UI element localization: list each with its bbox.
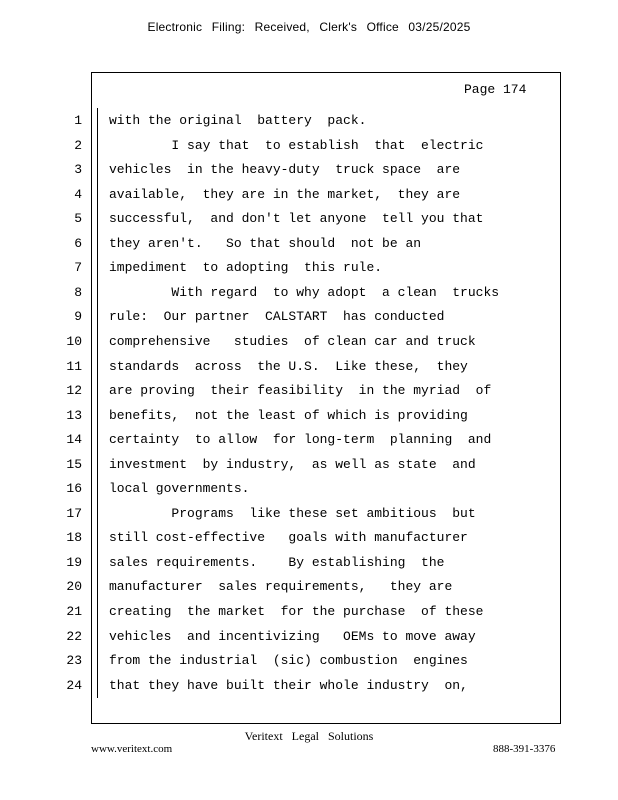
transcript-line-text: manufacturer sales requirements, they are (109, 579, 453, 595)
transcript-line-text: successful, and don't let anyone tell you that (109, 211, 484, 227)
transcript-line-text: Programs like these set ambitious but (109, 505, 476, 521)
line-number: 9 (74, 309, 82, 325)
line-number: 7 (74, 260, 82, 276)
line-number: 1 (74, 113, 82, 128)
line-number: 18 (66, 530, 82, 546)
line-number: 16 (66, 481, 82, 497)
transcript-line-text: with the original battery pack. (109, 113, 367, 128)
transcript-line-text: benefits, not the least of which is providing (109, 407, 468, 423)
transcript-line-text: vehicles and incentivizing OEMs to move away (109, 628, 476, 644)
transcript-line-text: from the industrial (sic) combustion engines (109, 653, 468, 669)
transcript-line-text: rule: Our partner CALSTART has conducted (109, 309, 445, 325)
transcript-line-text: impediment to adopting this rule. (109, 260, 383, 276)
transcript-line-text: comprehensive studies of clean car and truck (109, 333, 476, 349)
line-number: 21 (66, 604, 82, 619)
transcript-line-text: investment by industry, as well as state and (109, 456, 476, 472)
line-number: 2 (74, 137, 82, 153)
line-number: 8 (74, 284, 82, 300)
filing-stamp-header: Electronic Filing: Received, Clerk's Office 03/25/2025 (147, 20, 471, 34)
line-number: 4 (74, 186, 82, 202)
transcript-line-text: standards across the U.S. Like these, they (109, 358, 468, 374)
transcript-line-text: are proving their feasibility in the myriad of (109, 383, 492, 399)
line-number: 20 (66, 579, 82, 595)
line-number: 19 (66, 554, 82, 570)
line-number: 24 (66, 677, 82, 693)
line-number: 12 (66, 383, 82, 399)
footer-phone: 888-391-3376 (493, 743, 556, 755)
transcript-line-text: With regard to why adopt a clean trucks (109, 284, 500, 300)
line-number: 14 (66, 432, 82, 448)
line-number: 15 (66, 456, 82, 472)
transcript-line-text: certainty to allow for long-term planning and (109, 432, 492, 448)
transcript-line-text: available, they are in the market, they are (109, 186, 461, 202)
transcript-line-text: local governments. (109, 481, 250, 497)
transcript-line-text: that they have built their whole industry on, (109, 677, 468, 693)
line-number: 6 (74, 235, 82, 251)
line-number: 23 (66, 653, 82, 669)
line-number: 11 (66, 358, 82, 374)
line-number: 22 (66, 628, 82, 644)
transcript-line-text: they aren't. So that should not be an (109, 235, 422, 251)
transcript-line-text: creating the market for the purchase of these (109, 604, 484, 619)
line-number: 13 (66, 407, 82, 423)
footer-website: www.veritext.com (91, 743, 173, 755)
transcript-line-text: still cost-effective goals with manufacturer (109, 530, 468, 546)
line-number: 3 (74, 162, 82, 178)
transcript-line-text: I say that to establish that electric (109, 137, 484, 153)
line-number: 5 (74, 211, 82, 227)
line-number: 10 (66, 333, 82, 349)
page-number-label: Page 174 (464, 82, 527, 97)
line-number-divider (97, 108, 98, 698)
transcript-line-text: vehicles in the heavy-duty truck space are (109, 162, 461, 178)
line-number: 17 (66, 505, 82, 521)
footer-company-name: Veritext Legal Solutions (244, 729, 374, 743)
transcript-line-text: sales requirements. By establishing the (109, 554, 445, 570)
